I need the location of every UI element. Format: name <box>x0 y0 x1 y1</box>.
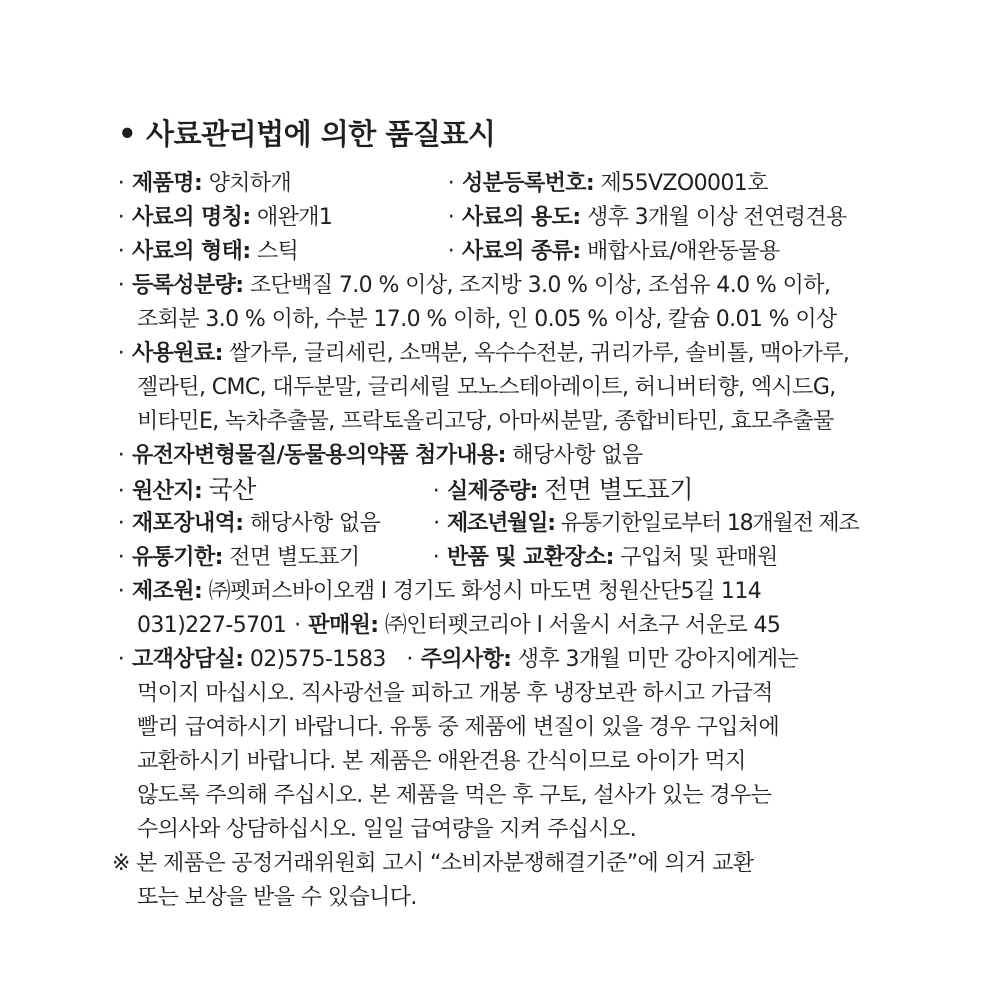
row-ingredients <box>110 337 849 371</box>
feed-type-label: 사료의 종류: <box>462 239 581 264</box>
bullet: · <box>117 239 125 264</box>
caution-label: 주의사항: <box>420 647 512 672</box>
weight-value: 전면 별도표기 <box>544 475 693 504</box>
title-bullet: • <box>118 117 137 151</box>
caution-line-5: 않도록 주의해 주십시오. 본 제품을 먹은 후 구토, 설사가 있는 경우는 <box>137 783 772 808</box>
bullet: · <box>432 545 440 570</box>
mfg-date-label: 제조년월일: <box>447 511 555 536</box>
bullet: · <box>447 205 455 230</box>
composition-line-2: 조회분 3.0 % 이하, 수분 17.0 % 이하, 인 0.05 % 이상, 칼슘 0.01 % 이상 <box>137 307 837 332</box>
page-title <box>118 112 495 153</box>
manufacturer-phone: 031)227-5701 <box>137 613 287 638</box>
reference-mark: ※ <box>112 851 130 876</box>
row-feed-type <box>440 235 780 269</box>
gmo-value: 해당사항 없음 <box>512 443 643 468</box>
row-notice <box>112 847 754 881</box>
feed-form-value: 스틱 <box>256 239 299 264</box>
feed-use-value: 생후 3개월 이상 전연령견용 <box>586 205 847 230</box>
feed-form-label: 사료의 형태: <box>132 239 251 264</box>
row-composition <box>110 269 830 303</box>
feed-type-value: 배합사료/애완동물용 <box>586 239 780 264</box>
bullet: · <box>117 647 125 672</box>
repack-label: 재포장내역: <box>132 511 244 536</box>
row-weight <box>425 473 693 509</box>
bullet: · <box>294 613 301 638</box>
row-manufacturer-cont <box>137 609 780 643</box>
weight-label: 실제중량: <box>447 479 538 504</box>
seller-value: ㈜인터펫코리아 l 서울시 서초구 서운로 45 <box>384 613 781 638</box>
bullet: · <box>117 545 125 570</box>
ingredients-line-3: 비타민E, 녹차추출물, 프락토올리고당, 아마씨분말, 종합비타민, 효모추출물 <box>137 409 834 434</box>
bullet: · <box>117 205 125 230</box>
row-mfg-date <box>425 507 859 541</box>
seller-label: 판매원: <box>308 613 379 638</box>
row-cs-caution <box>110 643 798 677</box>
returns-value: 구입처 및 판매원 <box>620 545 778 570</box>
bullet: · <box>117 511 125 536</box>
ingredients-line-1: 쌀가루, 글리세린, 소맥분, 옥수수전분, 귀리가루, 솔비톨, 맥아가루, <box>229 341 850 366</box>
notice-line-1: 본 제품은 공정거래위원회 고시 “소비자분쟁해결기준”에 의거 교환 <box>136 851 754 876</box>
bullet: · <box>117 341 125 366</box>
row-gmo <box>110 439 643 473</box>
mfg-date-value: 유통기한일로부터 18개월전 제조 <box>560 511 859 536</box>
bullet: · <box>117 273 125 298</box>
bullet: · <box>447 171 455 196</box>
composition-line-1: 조단백질 7.0 % 이상, 조지방 3.0 % 이상, 조섬유 4.0 % 이하, <box>249 273 831 298</box>
cs-value: 02)575-1583 <box>249 647 386 672</box>
row-feed-use <box>440 201 847 235</box>
expiry-value: 전면 별도표기 <box>229 545 360 570</box>
row-manufacturer <box>110 575 761 609</box>
feed-name-value: 애완개1 <box>256 205 333 230</box>
product-name-label: 제품명: <box>132 171 203 196</box>
ingredients-line-2: 젤라틴, CMC, 대두분말, 글리세릴 모노스테아레이트, 허니버터향, 엑시드G, <box>137 375 836 400</box>
row-origin <box>110 473 256 509</box>
bullet: · <box>432 479 440 504</box>
notice-line-2: 또는 보상을 받을 수 있습니다. <box>137 885 417 910</box>
bullet: · <box>117 479 125 504</box>
row-expiry <box>110 541 360 575</box>
caution-line-1: 생후 3개월 미만 강아지에게는 <box>517 647 799 672</box>
expiry-label: 유통기한: <box>132 545 223 570</box>
ingredients-label: 사용원료: <box>132 341 223 366</box>
row-returns <box>425 541 778 575</box>
caution-line-2: 먹이지 마십시오. 직사광선을 피하고 개봉 후 냉장보관 하시고 가급적 <box>137 681 773 706</box>
repack-value: 해당사항 없음 <box>249 511 381 536</box>
caution-line-3: 빨리 급여하시기 바랍니다. 유통 중 제품에 변질이 있을 경우 구입처에 <box>137 715 780 740</box>
row-product-name <box>110 167 291 201</box>
cs-label: 고객상담실: <box>132 647 244 672</box>
product-name-value: 양치하개 <box>208 171 292 196</box>
composition-label: 등록성분량: <box>132 273 244 298</box>
origin-value: 국산 <box>208 475 256 504</box>
reg-no-label: 성분등록번호: <box>462 171 595 196</box>
bullet: · <box>447 239 455 264</box>
gmo-label: 유전자변형물질/동물용의약품 첨가내용: <box>132 443 506 468</box>
bullet: · <box>406 647 413 672</box>
manufacturer-value: ㈜펫퍼스바이오캠 l 경기도 화성시 마도면 청원산단5길 114 <box>208 579 762 604</box>
caution-line-6: 수의사와 상담하십시오. 일일 급여량을 지켜 주십시오. <box>137 817 637 842</box>
returns-label: 반품 및 교환장소: <box>447 545 614 570</box>
caution-line-4: 교환하시기 바랍니다. 본 제품은 애완견용 간식이므로 아이가 먹지 <box>137 749 746 774</box>
reg-no-value: 제55VZO0001호 <box>600 171 768 196</box>
feed-name-label: 사료의 명칭: <box>132 205 251 230</box>
bullet: · <box>433 511 439 536</box>
bullet: · <box>117 171 125 196</box>
bullet: · <box>117 443 125 468</box>
title-text: 사료관리법에 의한 품질표시 <box>146 117 496 151</box>
row-reg-no <box>440 167 768 201</box>
bullet: · <box>117 579 125 604</box>
row-feed-form <box>110 235 298 269</box>
manufacturer-label: 제조원: <box>132 579 203 604</box>
feed-use-label: 사료의 용도: <box>462 205 581 230</box>
row-feed-name <box>110 201 332 235</box>
origin-label: 원산지: <box>132 479 203 504</box>
row-repack <box>110 507 380 541</box>
